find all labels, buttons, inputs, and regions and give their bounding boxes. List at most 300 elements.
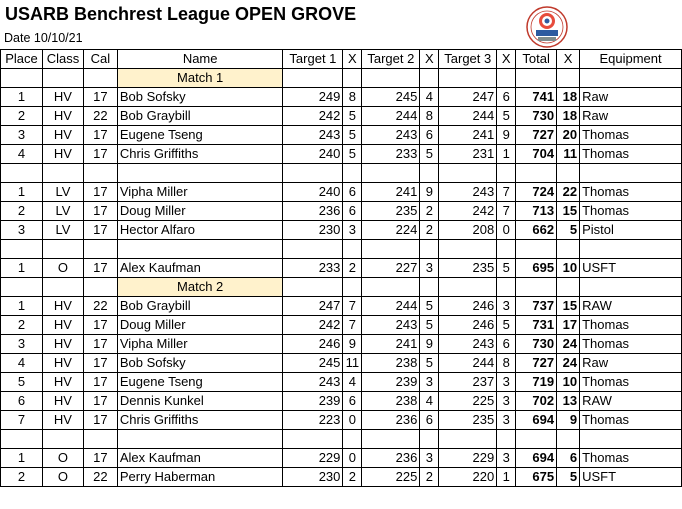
- empty-cell: [83, 430, 117, 449]
- total-cell: 727: [516, 354, 557, 373]
- place-cell: 4: [1, 145, 43, 164]
- x1-cell: 6: [343, 183, 362, 202]
- empty-cell: [580, 164, 682, 183]
- empty-cell: [83, 240, 117, 259]
- empty-cell: [439, 69, 497, 88]
- cal-cell: 22: [83, 107, 117, 126]
- column-header-name: Name: [117, 50, 283, 69]
- table-row: [1, 335, 682, 354]
- table-row: [1, 107, 682, 126]
- spacer-row: [1, 164, 682, 183]
- place-cell: 3: [1, 221, 43, 240]
- empty-cell: [516, 240, 557, 259]
- column-header-place: Place: [1, 50, 43, 69]
- x1-cell: 3: [343, 221, 362, 240]
- empty-cell: [362, 69, 420, 88]
- total-cell: 702: [516, 392, 557, 411]
- target2-cell: 236: [362, 449, 420, 468]
- cal-cell: 17: [83, 126, 117, 145]
- empty-cell: [439, 164, 497, 183]
- empty-cell: [1, 278, 43, 297]
- empty-cell: [439, 240, 497, 259]
- target2-cell: 233: [362, 145, 420, 164]
- column-header-x1: X: [343, 50, 362, 69]
- target1-cell: 245: [283, 354, 343, 373]
- x2-cell: 5: [420, 145, 439, 164]
- target2-cell: 244: [362, 297, 420, 316]
- equipment-cell: Raw: [580, 107, 682, 126]
- cal-cell: 17: [83, 88, 117, 107]
- place-cell: 4: [1, 354, 43, 373]
- column-header-equipment: Equipment: [580, 50, 682, 69]
- empty-cell: [497, 240, 516, 259]
- name-cell: Vipha Miller: [117, 183, 283, 202]
- name-cell: Bob Sofsky: [117, 354, 283, 373]
- empty-cell: [283, 430, 343, 449]
- empty-cell: [420, 240, 439, 259]
- empty-cell: [117, 430, 283, 449]
- x2-cell: 2: [420, 221, 439, 240]
- empty-cell: [1, 430, 43, 449]
- spacer-row: [1, 430, 682, 449]
- class-cell: O: [42, 259, 83, 278]
- empty-cell: [283, 164, 343, 183]
- target2-cell: 245: [362, 88, 420, 107]
- x1-cell: 6: [343, 202, 362, 221]
- target2-cell: 241: [362, 335, 420, 354]
- place-cell: 3: [1, 335, 43, 354]
- x3-cell: 3: [497, 411, 516, 430]
- total-x-cell: 17: [557, 316, 580, 335]
- target1-cell: 249: [283, 88, 343, 107]
- class-cell: LV: [42, 183, 83, 202]
- column-header-x2: X: [420, 50, 439, 69]
- total-x-cell: 10: [557, 259, 580, 278]
- x3-cell: 0: [497, 221, 516, 240]
- x2-cell: 2: [420, 468, 439, 487]
- cal-cell: 17: [83, 392, 117, 411]
- name-cell: Doug Miller: [117, 202, 283, 221]
- x1-cell: 7: [343, 316, 362, 335]
- equipment-cell: Raw: [580, 88, 682, 107]
- target2-cell: 239: [362, 373, 420, 392]
- name-cell: Hector Alfaro: [117, 221, 283, 240]
- empty-cell: [580, 278, 682, 297]
- target2-cell: 243: [362, 126, 420, 145]
- empty-cell: [497, 164, 516, 183]
- x2-cell: 9: [420, 335, 439, 354]
- place-cell: 7: [1, 411, 43, 430]
- target3-cell: 229: [439, 449, 497, 468]
- name-cell: Perry Haberman: [117, 468, 283, 487]
- target1-cell: 239: [283, 392, 343, 411]
- x1-cell: 4: [343, 373, 362, 392]
- target1-cell: 247: [283, 297, 343, 316]
- total-x-cell: 22: [557, 183, 580, 202]
- total-cell: 662: [516, 221, 557, 240]
- total-cell: 727: [516, 126, 557, 145]
- empty-cell: [343, 430, 362, 449]
- table-row: [1, 449, 682, 468]
- total-x-cell: 10: [557, 373, 580, 392]
- sheet-title: USARB Benchrest League OPEN GROVE: [5, 4, 357, 24]
- place-cell: 1: [1, 259, 43, 278]
- empty-cell: [42, 69, 83, 88]
- place-cell: 6: [1, 392, 43, 411]
- target2-cell: 236: [362, 411, 420, 430]
- total-x-cell: 15: [557, 202, 580, 221]
- class-cell: LV: [42, 202, 83, 221]
- target2-cell: 235: [362, 202, 420, 221]
- table-row: [1, 468, 682, 487]
- x2-cell: 2: [420, 202, 439, 221]
- target2-cell: 227: [362, 259, 420, 278]
- target1-cell: 236: [283, 202, 343, 221]
- x2-cell: 8: [420, 107, 439, 126]
- equipment-cell: Thomas: [580, 183, 682, 202]
- cal-cell: 22: [83, 297, 117, 316]
- cal-cell: 17: [83, 183, 117, 202]
- total-x-cell: 5: [557, 221, 580, 240]
- target1-cell: 242: [283, 107, 343, 126]
- cal-cell: 17: [83, 411, 117, 430]
- equipment-cell: Thomas: [580, 335, 682, 354]
- x3-cell: 9: [497, 126, 516, 145]
- total-cell: 694: [516, 411, 557, 430]
- equipment-cell: USFT: [580, 468, 682, 487]
- column-header-total-x: X: [557, 50, 580, 69]
- cal-cell: 17: [83, 259, 117, 278]
- empty-cell: [83, 164, 117, 183]
- x2-cell: 5: [420, 354, 439, 373]
- name-cell: Vipha Miller: [117, 335, 283, 354]
- equipment-cell: USFT: [580, 259, 682, 278]
- table-row: [1, 392, 682, 411]
- x1-cell: 5: [343, 126, 362, 145]
- target2-cell: 238: [362, 354, 420, 373]
- equipment-cell: Thomas: [580, 449, 682, 468]
- x1-cell: 0: [343, 449, 362, 468]
- class-cell: HV: [42, 88, 83, 107]
- name-cell: Doug Miller: [117, 316, 283, 335]
- total-cell: 719: [516, 373, 557, 392]
- cal-cell: 22: [83, 468, 117, 487]
- x1-cell: 7: [343, 297, 362, 316]
- target3-cell: 235: [439, 259, 497, 278]
- target1-cell: 230: [283, 468, 343, 487]
- target3-cell: 244: [439, 107, 497, 126]
- x1-cell: 9: [343, 335, 362, 354]
- place-cell: 5: [1, 373, 43, 392]
- empty-cell: [557, 278, 580, 297]
- column-header-cal: Cal: [83, 50, 117, 69]
- target2-cell: 225: [362, 468, 420, 487]
- x3-cell: 3: [497, 392, 516, 411]
- class-cell: HV: [42, 297, 83, 316]
- empty-cell: [1, 240, 43, 259]
- empty-cell: [343, 240, 362, 259]
- column-header-target1: Target 1: [283, 50, 343, 69]
- total-x-cell: 20: [557, 126, 580, 145]
- empty-cell: [516, 164, 557, 183]
- place-cell: 2: [1, 202, 43, 221]
- total-cell: 694: [516, 449, 557, 468]
- target1-cell: 240: [283, 183, 343, 202]
- x2-cell: 3: [420, 259, 439, 278]
- empty-cell: [362, 164, 420, 183]
- x3-cell: 7: [497, 202, 516, 221]
- equipment-cell: Thomas: [580, 411, 682, 430]
- x2-cell: 4: [420, 392, 439, 411]
- target3-cell: 208: [439, 221, 497, 240]
- equipment-cell: Thomas: [580, 202, 682, 221]
- x3-cell: 1: [497, 145, 516, 164]
- empty-cell: [1, 69, 43, 88]
- target3-cell: 220: [439, 468, 497, 487]
- empty-cell: [42, 430, 83, 449]
- x1-cell: 8: [343, 88, 362, 107]
- empty-cell: [83, 278, 117, 297]
- name-cell: Bob Sofsky: [117, 88, 283, 107]
- class-cell: HV: [42, 373, 83, 392]
- class-cell: LV: [42, 221, 83, 240]
- empty-cell: [497, 278, 516, 297]
- match-label: Match 2: [117, 278, 283, 297]
- table-row: [1, 88, 682, 107]
- total-cell: 730: [516, 107, 557, 126]
- x1-cell: 5: [343, 107, 362, 126]
- class-cell: HV: [42, 392, 83, 411]
- cal-cell: 17: [83, 145, 117, 164]
- x1-cell: 0: [343, 411, 362, 430]
- x3-cell: 3: [497, 297, 516, 316]
- total-cell: 731: [516, 316, 557, 335]
- x3-cell: 7: [497, 183, 516, 202]
- table-row: [1, 145, 682, 164]
- place-cell: 3: [1, 126, 43, 145]
- match-label-row: [1, 278, 682, 297]
- total-x-cell: 15: [557, 297, 580, 316]
- empty-cell: [439, 278, 497, 297]
- total-x-cell: 5: [557, 468, 580, 487]
- class-cell: HV: [42, 145, 83, 164]
- table-row: [1, 202, 682, 221]
- cal-cell: 17: [83, 373, 117, 392]
- total-x-cell: 6: [557, 449, 580, 468]
- x3-cell: 5: [497, 259, 516, 278]
- empty-cell: [439, 430, 497, 449]
- x1-cell: 5: [343, 145, 362, 164]
- empty-cell: [283, 240, 343, 259]
- cal-cell: 17: [83, 316, 117, 335]
- target2-cell: 224: [362, 221, 420, 240]
- cal-cell: 17: [83, 221, 117, 240]
- table-row: [1, 221, 682, 240]
- x2-cell: 5: [420, 297, 439, 316]
- total-cell: 741: [516, 88, 557, 107]
- total-x-cell: 9: [557, 411, 580, 430]
- empty-cell: [42, 164, 83, 183]
- name-cell: Bob Graybill: [117, 107, 283, 126]
- table-row: [1, 259, 682, 278]
- equipment-cell: Pistol: [580, 221, 682, 240]
- empty-cell: [42, 240, 83, 259]
- total-x-cell: 24: [557, 335, 580, 354]
- place-cell: 1: [1, 449, 43, 468]
- match-label-row: [1, 69, 682, 88]
- empty-cell: [117, 164, 283, 183]
- empty-cell: [83, 69, 117, 88]
- target2-cell: 244: [362, 107, 420, 126]
- empty-cell: [516, 430, 557, 449]
- x3-cell: 3: [497, 373, 516, 392]
- empty-cell: [557, 240, 580, 259]
- x1-cell: 11: [343, 354, 362, 373]
- x3-cell: 5: [497, 316, 516, 335]
- header-row: [1, 50, 682, 69]
- class-cell: HV: [42, 354, 83, 373]
- target1-cell: 233: [283, 259, 343, 278]
- empty-cell: [420, 430, 439, 449]
- empty-cell: [497, 430, 516, 449]
- total-cell: 724: [516, 183, 557, 202]
- x2-cell: 6: [420, 411, 439, 430]
- x3-cell: 5: [497, 107, 516, 126]
- total-x-cell: 18: [557, 107, 580, 126]
- cal-cell: 17: [83, 202, 117, 221]
- equipment-cell: RAW: [580, 297, 682, 316]
- place-cell: 1: [1, 297, 43, 316]
- target1-cell: 223: [283, 411, 343, 430]
- name-cell: Dennis Kunkel: [117, 392, 283, 411]
- column-header-class: Class: [42, 50, 83, 69]
- class-cell: O: [42, 468, 83, 487]
- column-header-total: Total: [516, 50, 557, 69]
- usarb-logo-icon: [524, 6, 570, 50]
- empty-cell: [420, 164, 439, 183]
- class-cell: HV: [42, 316, 83, 335]
- target1-cell: 229: [283, 449, 343, 468]
- empty-cell: [516, 69, 557, 88]
- equipment-cell: RAW: [580, 392, 682, 411]
- column-header-target2: Target 2: [362, 50, 420, 69]
- target1-cell: 240: [283, 145, 343, 164]
- equipment-cell: Thomas: [580, 316, 682, 335]
- empty-cell: [343, 278, 362, 297]
- total-x-cell: 18: [557, 88, 580, 107]
- empty-cell: [516, 278, 557, 297]
- target1-cell: 243: [283, 126, 343, 145]
- x2-cell: 5: [420, 316, 439, 335]
- empty-cell: [362, 278, 420, 297]
- empty-cell: [580, 430, 682, 449]
- target3-cell: 225: [439, 392, 497, 411]
- table-row: [1, 297, 682, 316]
- table-row: [1, 126, 682, 145]
- cal-cell: 17: [83, 335, 117, 354]
- name-cell: Bob Graybill: [117, 297, 283, 316]
- target2-cell: 243: [362, 316, 420, 335]
- target3-cell: 247: [439, 88, 497, 107]
- x2-cell: 9: [420, 183, 439, 202]
- sheet-date: Date 10/10/21: [4, 31, 83, 45]
- name-cell: Eugene Tseng: [117, 373, 283, 392]
- x3-cell: 6: [497, 335, 516, 354]
- place-cell: 2: [1, 107, 43, 126]
- x2-cell: 3: [420, 373, 439, 392]
- name-cell: Chris Griffiths: [117, 411, 283, 430]
- place-cell: 1: [1, 88, 43, 107]
- empty-cell: [580, 240, 682, 259]
- target3-cell: 246: [439, 297, 497, 316]
- target3-cell: 246: [439, 316, 497, 335]
- empty-cell: [362, 430, 420, 449]
- total-cell: 713: [516, 202, 557, 221]
- x1-cell: 2: [343, 468, 362, 487]
- equipment-cell: Thomas: [580, 145, 682, 164]
- target3-cell: 244: [439, 354, 497, 373]
- empty-cell: [362, 240, 420, 259]
- empty-cell: [557, 164, 580, 183]
- x3-cell: 3: [497, 449, 516, 468]
- table-row: [1, 411, 682, 430]
- target1-cell: 243: [283, 373, 343, 392]
- x1-cell: 2: [343, 259, 362, 278]
- total-cell: 704: [516, 145, 557, 164]
- total-cell: 695: [516, 259, 557, 278]
- column-header-target3: Target 3: [439, 50, 497, 69]
- total-x-cell: 11: [557, 145, 580, 164]
- total-x-cell: 24: [557, 354, 580, 373]
- class-cell: HV: [42, 126, 83, 145]
- empty-cell: [497, 69, 516, 88]
- x3-cell: 1: [497, 468, 516, 487]
- target3-cell: 231: [439, 145, 497, 164]
- name-cell: Alex Kaufman: [117, 259, 283, 278]
- place-cell: 2: [1, 316, 43, 335]
- x2-cell: 4: [420, 88, 439, 107]
- spacer-row: [1, 240, 682, 259]
- empty-cell: [283, 278, 343, 297]
- total-cell: 675: [516, 468, 557, 487]
- cal-cell: 17: [83, 354, 117, 373]
- equipment-cell: Thomas: [580, 373, 682, 392]
- total-x-cell: 13: [557, 392, 580, 411]
- x3-cell: 6: [497, 88, 516, 107]
- column-header-x3: X: [497, 50, 516, 69]
- total-cell: 730: [516, 335, 557, 354]
- x2-cell: 6: [420, 126, 439, 145]
- empty-cell: [343, 69, 362, 88]
- target2-cell: 241: [362, 183, 420, 202]
- equipment-cell: Raw: [580, 354, 682, 373]
- empty-cell: [283, 69, 343, 88]
- empty-cell: [343, 164, 362, 183]
- match-label: Match 1: [117, 69, 283, 88]
- name-cell: Eugene Tseng: [117, 126, 283, 145]
- results-table: [0, 49, 682, 487]
- total-cell: 737: [516, 297, 557, 316]
- table-row: [1, 183, 682, 202]
- class-cell: O: [42, 449, 83, 468]
- target1-cell: 230: [283, 221, 343, 240]
- x1-cell: 6: [343, 392, 362, 411]
- target3-cell: 235: [439, 411, 497, 430]
- table-row: [1, 373, 682, 392]
- class-cell: HV: [42, 335, 83, 354]
- empty-cell: [117, 240, 283, 259]
- name-cell: Chris Griffiths: [117, 145, 283, 164]
